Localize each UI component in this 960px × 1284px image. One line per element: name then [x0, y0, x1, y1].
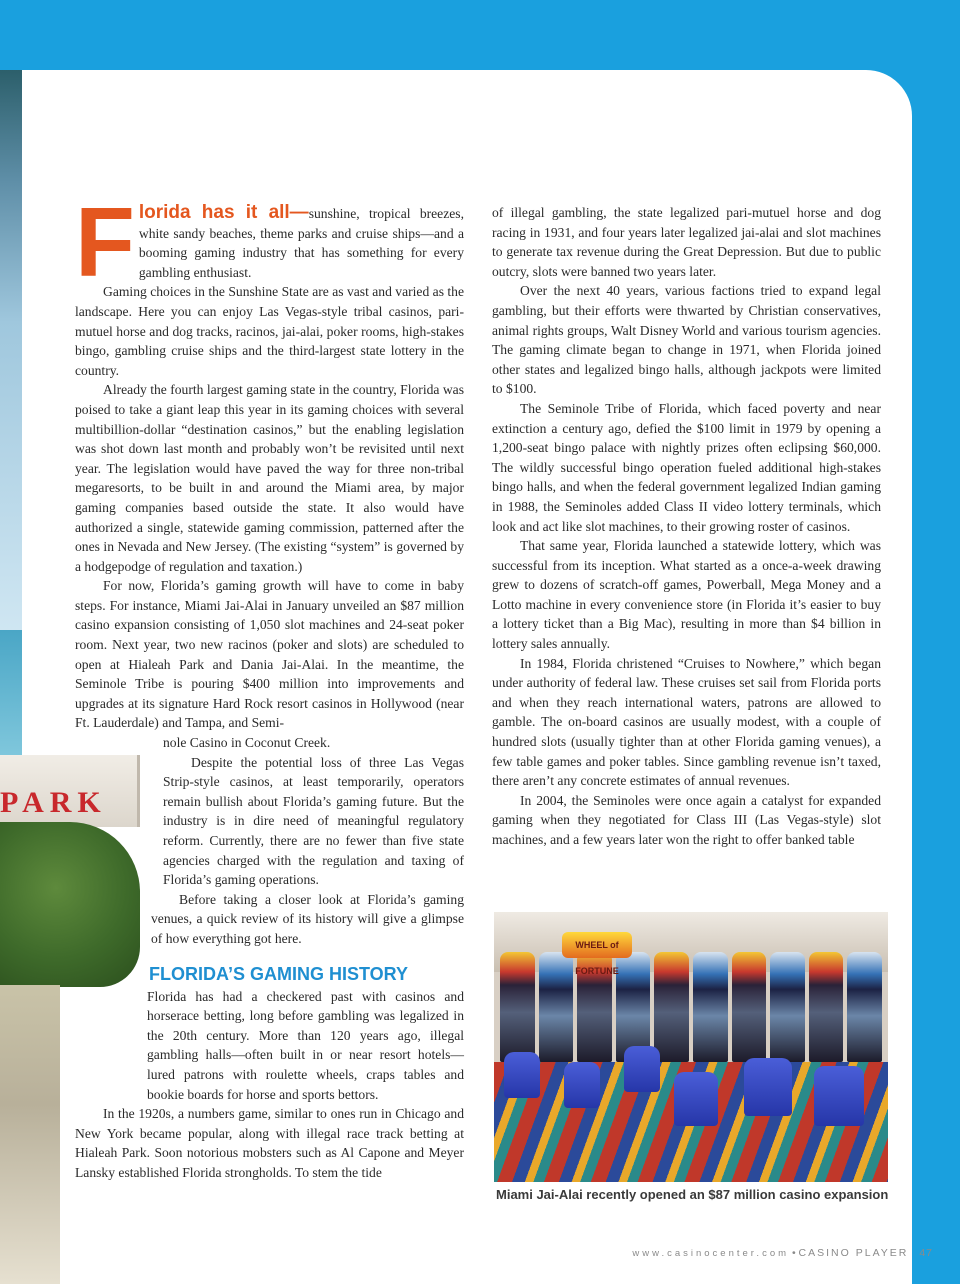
body-paragraph: Before taking a closer look at Florida’s gaming venues, a quick review of its history will give a glimpse of how everything got here.	[151, 891, 464, 946]
article-right-column	[492, 203, 881, 850]
body-paragraph: Over the next 40 years, various factions tried to expand legal gambling, but their efforts were thwarted by Christian conservatives, animal rights groups, Walt Disney World and various tourism agencies. The gaming climate began to change in 1971, when Florida joined other states and legalized bingo halls, although jackpots were limited to $100.	[492, 283, 881, 397]
footer-separator: •	[791, 1247, 796, 1259]
photo-caption: Miami Jai-Alai recently opened an $87 million casino expansion	[496, 1187, 889, 1202]
body-paragraph: Already the fourth largest gaming state in the country, Florida was poised to take a giant leap this year in its gaming choices with several multibillion-dollar “destination casinos,” but the enabling legislation was shot down last month and probably won’t be revisited until next year. The legislation would have paved the way for three non-tribal megaresorts, to be built in and around the Miami area, by major gaming companies based outside the state. It also would have authorized a single, statewide gaming commission, patterned after the ones in Nevada and New Jersey. (The existing “system” is governed by a hodgepodge of regulation and taxation.)	[75, 382, 464, 574]
lede-body: sunshine, tropical breezes, white sandy beaches, theme parks and cruise ships—and a booming gaming industry that has something for every gambling enthusiast.	[138, 206, 464, 280]
shrub-photo	[0, 985, 60, 1284]
body-paragraph: In 2004, the Seminoles were once again a catalyst for expanded gaming when they negotiated for Class III (Las Vegas-style) slot machines, and a few years later won the right to offer banked table	[492, 792, 881, 847]
body-paragraph: In 1984, Florida christened “Cruises to Nowhere,” which began under authority of federal law. These cruises set sail from Florida ports and when they reach international waters, patrons are allowed to gamble. The on-board casinos are usually modest, with a couple of hundred slots (usually tighter than at other Florida gaming venues), a few table games and poker tables. Since gambling revenue isn’t taxed, there aren’t any concrete estimates of annual revenues.	[492, 655, 881, 789]
wheel-of-fortune-sign: WHEEL of FORTUNE	[562, 932, 632, 958]
body-paragraph: nole Casino in Coconut Creek.	[163, 735, 331, 751]
lede-text: lorida has it all—	[138, 202, 309, 223]
sky-photo	[0, 70, 22, 630]
footer-magazine: CASINO PLAYER	[798, 1247, 909, 1259]
lede-paragraph	[75, 187, 464, 297]
chair	[504, 1052, 540, 1098]
body-paragraph: Gaming choices in the Sunshine State are as vast and varied as the landscape. Here you can enjoy Las Vegas-style tribal casinos, pari-mutuel horse and dog tracks, racinos, jai-alai, poker rooms, high-stakes bingo, gambling cruise ships and the third-largest state lottery in the country.	[75, 284, 464, 378]
article-left-column	[75, 187, 464, 1183]
chair	[744, 1058, 792, 1116]
body-paragraph: The Seminole Tribe of Florida, which faced poverty and near extinction a century ago, defied the $100 limit in 1979 by opening a 1,200-seat bingo palace with nightly prizes often eclipsing $60,000. The wildly successful bingo operation fueled additional high-stakes bingo halls, and when the federal government legalized Indian gaming in 1988, the Seminoles added Class II video lottery terminals, which look and act like slot machines, to their growing roster of casinos.	[492, 400, 881, 534]
chair	[674, 1072, 718, 1126]
body-paragraph: That same year, Florida launched a statewide lottery, which was successful from its inception. What started as a once-a-week drawing grew to dozens of scratch-off games, Powerball, Mega Money and a Lotto machine in every convenience store (in Florida it’s easier to buy a lottery ticket than a Big Mac), resulting in more than $4 billion in lottery sales annually.	[492, 538, 881, 652]
chair	[624, 1046, 660, 1092]
drop-cap: F	[75, 187, 135, 297]
chair	[814, 1066, 864, 1126]
casino-floor-photo	[494, 912, 888, 1182]
body-paragraph: In the 1920s, a numbers game, similar to ones run in Chicago and New York became popular, along with illegal race track betting at Hialeah Park. Soon notorious mobsters such as Al Capone and Meyer Lansky established Florida strongholds. To stem the tide	[75, 1106, 464, 1180]
section-subhead: FLORIDA’S GAMING HISTORY	[149, 963, 409, 984]
history-paragraph: Florida has had a checkered past with casinos and horserace betting, long before gambling was legalized in the 20th century. More than 120 years ago, illegal gambling halls—often built in or near resort hotels—lured patrons with roulette wheels, craps tables and bookie boards for horse and sports bettors.	[147, 988, 464, 1102]
body-paragraph: Despite the potential loss of three Las Vegas Strip-style casinos, at least temporarily, operators remain bullish about Florida’s gaming future. But the industry is in dire need of meaningful regulatory reform. Currently, there are no fewer than five state agencies charged with the regulation and taxing of Florida’s gaming operations.	[163, 754, 464, 888]
chair	[564, 1062, 600, 1108]
body-paragraph: of illegal gambling, the state legalized pari-mutuel horse and dog racing in 1931, and four years later legalized jai-alai and slot machines to generate tax revenue during the Great Depression. But due to public outcry, slots were banned two years later.	[492, 205, 881, 279]
slot-chairs	[494, 1032, 888, 1132]
body-paragraph	[75, 987, 464, 1105]
body-paragraph: For now, Florida’s gaming growth will have to come in baby steps. For instance, Miami Jai-Alai in January unveiled an $87 million casino expansion consisting of 1,050 slot machines and 24-seat poker room. Next year, two new racinos (poker and slots) are scheduled to open at Hialeah Park and Dania Jai-Alai. In the meantime, the Seminole Tribe is pouring $400 million into improvements and upgrades at its signature Hard Rock resort casinos in Hollywood (near Ft. Lauderdale) and Tampa, and Semi-	[75, 578, 464, 731]
page-number: 47	[919, 1247, 933, 1259]
park-sign-text: PARK	[0, 786, 107, 819]
page-footer	[600, 1247, 933, 1259]
footer-site: www.casinocenter.com	[632, 1248, 790, 1259]
